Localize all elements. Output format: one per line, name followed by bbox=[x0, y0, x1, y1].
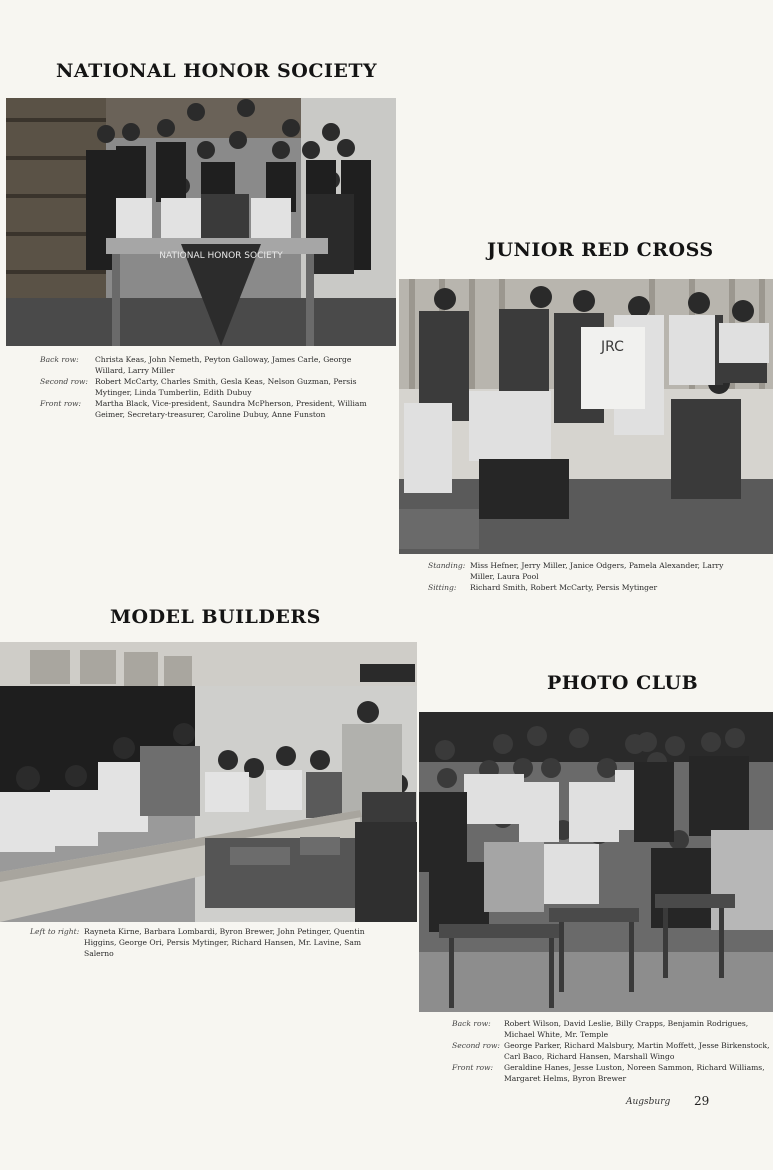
caption-row-text: Richard Smith, Robert McCarty, Persis Mytinger bbox=[470, 583, 658, 592]
model-builders-photo bbox=[0, 642, 417, 922]
caption-row-label: Back row: bbox=[452, 1019, 491, 1028]
caption-row-label: Second row: bbox=[40, 377, 88, 386]
jrc-title: JUNIOR RED CROSS bbox=[487, 239, 714, 261]
caption-row-text: Rayneta Kirne, Barbara Lombardi, Byron Brewer, John Petinger, Quentin Higgins, George Ori, Persis Mytinger, Richard Hansen, Mr. Lavine, Sam Salerno bbox=[84, 927, 365, 958]
caption-row-text: George Parker, Richard Malsbury, Martin Moffett, Jesse Birkenstock, Carl Baco, Richard Hansen, Marshall Wingo bbox=[504, 1041, 770, 1061]
model-caption-row bbox=[30, 926, 370, 959]
caption-row-text: Christa Keas, John Nemeth, Peyton Galloway, James Carle, George Willard, Larry Miller bbox=[95, 355, 352, 375]
caption-row-label: Second row: bbox=[452, 1041, 500, 1050]
caption-row-label: Standing: bbox=[428, 561, 466, 570]
jrc-photo bbox=[399, 279, 773, 554]
photo-caption-row bbox=[452, 1040, 770, 1062]
photo-caption-row bbox=[452, 1018, 770, 1040]
nhs-banner-text: NATIONAL HONOR SOCIETY bbox=[159, 251, 283, 261]
caption-row-text: Martha Black, Vice-president, Saundra McPherson, President, William Geimer, Secretary-treasurer, Caroline Dubuy, Anne Funston bbox=[95, 399, 367, 419]
photo-club-caption bbox=[452, 1018, 770, 1084]
photo-caption-row bbox=[452, 1062, 770, 1084]
caption-row-label: Back row: bbox=[40, 355, 79, 364]
page-number: 29 bbox=[694, 1094, 710, 1108]
nhs-caption-row bbox=[40, 354, 380, 376]
photo-club-photo bbox=[419, 712, 773, 1012]
nhs-caption-row bbox=[40, 398, 380, 420]
model-builders-title: MODEL BUILDERS bbox=[110, 606, 321, 628]
nhs-caption-row bbox=[40, 376, 380, 398]
caption-row-label: Left to right: bbox=[30, 927, 80, 936]
jrc-caption-row bbox=[428, 582, 748, 593]
nhs-title: NATIONAL HONOR SOCIETY bbox=[56, 60, 378, 82]
caption-row-text: Miss Hefner, Jerry Miller, Janice Odgers, Pamela Alexander, Larry Miller, Laura Pool bbox=[470, 561, 724, 581]
caption-row-text: Robert Wilson, David Leslie, Billy Crapps, Benjamin Rodrigues, Michael White, Mr. Temple bbox=[504, 1019, 749, 1039]
caption-row-label: Front row: bbox=[40, 399, 82, 408]
footer-school: Augsburg bbox=[626, 1097, 671, 1107]
nhs-caption bbox=[40, 354, 380, 420]
caption-row-text: Geraldine Hanes, Jesse Luston, Noreen Sammon, Richard Williams, Margaret Helms, Byron Brewer bbox=[504, 1063, 765, 1083]
model-builders-caption bbox=[30, 926, 370, 959]
caption-row-label: Sitting: bbox=[428, 583, 457, 592]
jrc-caption bbox=[428, 560, 748, 593]
caption-row-text: Robert McCarty, Charles Smith, Gesla Keas, Nelson Guzman, Persis Mytinger, Linda Tumberlin, Edith Dubuy bbox=[95, 377, 357, 397]
photo-club-title: PHOTO CLUB bbox=[547, 672, 699, 694]
jrc-caption-row bbox=[428, 560, 748, 582]
caption-row-label: Front row: bbox=[452, 1063, 494, 1072]
jrc-poster-text: JRC bbox=[601, 339, 624, 355]
nhs-photo bbox=[6, 98, 396, 346]
